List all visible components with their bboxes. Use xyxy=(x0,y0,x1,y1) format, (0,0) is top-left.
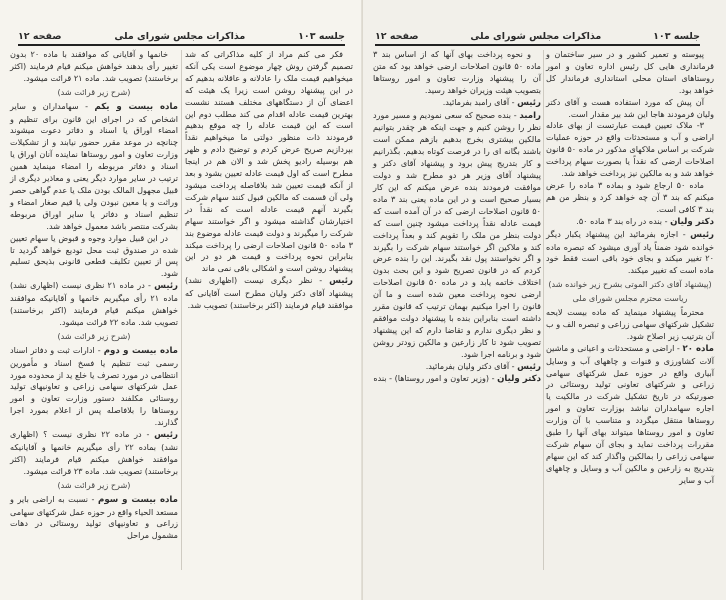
paragraph-text: - نسبت به اراضی بایر و مستعد الحیاء واقع در حوزه عمل شرکتهای سهامی زراعی و تعاونیهای تولید روستائی در دهات مشمول مراحل xyxy=(10,493,178,541)
speaker-paragraph xyxy=(373,361,541,374)
speaker-label: رئیس xyxy=(690,229,715,240)
paragraph: و نحوه پرداخت بهای آنها که از اساس بند ۳ ماده ۵۰ قانون اصلاحات ارضی خواهد بود که متن آن را پیشنهاد وزارت تعاون و امور روستاها بتصویب هیئت وزیران خواهد رسید. xyxy=(373,49,541,95)
speaker-paragraph xyxy=(546,343,714,487)
speaker-label: ماده بیست و دوم xyxy=(103,345,179,356)
paragraph-text: - اجازه بفرمائید این پیشنهاد یکبار دیگر خوانده شود ضمناً یاد آوری میشود که تبصره ماده ۲۰ تغییر میکند و بجای خود باقی است فقط خود ماده است که تغییر میکند. xyxy=(546,228,714,276)
column-divider xyxy=(181,50,182,570)
stage-note: ریاست محترم مجلس شورای ملی xyxy=(572,293,688,304)
paragraph: خانمها و آقایانی که موافقند با ماده ۲۰ بدون تغییر رأی بدهند خواهش میکنم قیام فرمایند (اکثر برخاستند) تصویب شد. ماده ۲۱ قرائت میشود. xyxy=(10,49,178,83)
running-title: مذاکرات مجلس شورای ملی xyxy=(470,31,602,42)
speaker-label: رئیس xyxy=(517,361,541,372)
session-number: جلسه ۱۰۳ xyxy=(298,31,345,42)
paragraph: آن پیش که مورد استفاده هست و آقای دکتر ولیان فرمودند هاجا این شد بیر مقدار است. xyxy=(546,96,714,119)
stage-note: (پیشنهاد آقای دکتر الموتی بشرح زیر خوانده شد) xyxy=(548,279,712,290)
speaker-label: ماده بیست و سوم xyxy=(98,494,178,505)
right-page xyxy=(363,0,726,600)
speaker-paragraph xyxy=(10,429,178,478)
paragraph: در این قبیل موارد وجوه و قبوض یا سهام تعیین شده در صندوق ثبت محل تودیع خواهد گردید تا پس از تعیین تکلیف قطعی قانونی بذیحق تسلیم شود. xyxy=(10,232,178,279)
speaker-label: رئیس xyxy=(517,97,541,108)
page-number: صفحه ۱۲ xyxy=(18,31,62,42)
paragraph-text: - آقای رامبد بفرمائید. xyxy=(442,96,515,107)
column-divider xyxy=(543,50,544,570)
speaker-label: رئیس xyxy=(329,276,353,287)
stage-note: (شرح زیر قرائت شد) xyxy=(57,330,131,341)
paragraph-text: - در ماده ۲۱ نظری نیست (اظهاری نشد) ماده ۲۱ رأی میگیریم خانمها و آقایانیکه موافقند خواهش میکنم قیام فرمایند (اکثر برخاستند) تصویب شد. ماده ۲۲ قرائت میشود. xyxy=(10,280,178,327)
speaker-label: رامبد xyxy=(519,110,541,121)
paragraph: محترماً پیشنهاد مینماید که ماده بیست لایحه تشکیل شرکتهای سهامی زراعی و تبصره الف و ب آن بترتیب زیر اصلاح شود. xyxy=(546,307,714,341)
speaker-paragraph xyxy=(373,110,541,361)
paragraph: ماده ۵۰ ارجاع شود و بماده ۳ ماده را عرض میکنم که بند ۳ آن چه خواهد کرد و بنظر من هم بند ۳ کافی است. xyxy=(546,179,714,214)
speaker-paragraph xyxy=(10,345,178,429)
paragraph-text: - نظر دیگری نیست (اظهاری نشد) پیشنهاد آقای دکتر ولیان مطرح است آقایانی که موافقند قیام فرمایند (اکثر برخاستند) تصویب شد. xyxy=(185,275,353,311)
speaker-paragraph xyxy=(185,275,353,312)
stage-note: (شرح زیر قرائت شد) xyxy=(57,479,131,490)
speaker-label: رئیس xyxy=(154,430,178,441)
speaker-label: ماده بیست و یکم xyxy=(94,101,179,112)
speaker-paragraph xyxy=(10,280,178,329)
page-header xyxy=(18,26,345,46)
speaker-paragraph xyxy=(10,494,178,543)
speaker-paragraph xyxy=(373,97,541,110)
speaker-label: رئیس xyxy=(154,281,179,292)
paragraph-text: - اراضی و مستحدثات و اعیانی و ماشین آلات کشاورزی و قنوات و چاههای آب و وسایل آبیاری واقع در حوزه عمل شرکتهای سهامی زراعی و شرکتهای تعاونی تولید روستائی در صورتیکه در تاریخ تشکیل شرکت در مالکیت یا اجاره سهامداران نباشد بوزارت تعاون و امور روستاها منتقل میگردد و متناسب با آن وزارت تعاون و امور روستاها میتواند بهای آنها را طبق مقررات پرداخت نماید و بجای آن سهام شرکت سهامی زراعی را بمالکین واگذار کند که این سهام بتدریج به زارعین و مالکین آب و وسایل و چاههای آب و سایر xyxy=(546,342,714,485)
text-column-left xyxy=(373,49,541,386)
page-header xyxy=(375,26,700,46)
speaker-label: دکتر ولیان xyxy=(497,374,541,385)
paragraph-text: - بنده در راه بند ۳ ماده ۵۰. xyxy=(576,215,668,226)
speaker-label: ماده ۲۰ xyxy=(682,343,715,354)
speaker-label: دکتر ولیان xyxy=(670,216,714,227)
text-column-left xyxy=(10,49,178,542)
paragraph-text: - در ماده ۲۲ نظری نیست ؟ (اظهاری نشد) بماده ۲۲ رأی میگیریم خانمها و آقایانیکه موافقند خواهش میکنم قیام فرمایند (اکثر برخاستند) تصویب شد. ماده ۲۳ قرائت میشود. xyxy=(10,429,178,476)
stage-note: (شرح زیر قرائت شد) xyxy=(57,86,131,97)
session-number: جلسه ۱۰۳ xyxy=(653,31,700,42)
paragraph-text: - بنده صحیح که سعی نمودیم و مسیر مورد نظر را روشن کنیم و جهت اینکه هر چقدر بتوانیم مالکین بیشتری بخرج بدهیم بازهم ممکن است باشند بگانه ای را در فرصت کوتاه بدهیم. بگذرانیم و کار بتدریج پیش برود و پیشنهاد آقای دکتر و پیشنهاد آقای وزیر هر دو مطرح شد و دولت موافقت فرمودند بنده عرض میکنم که این کار بسیار صحیح است و در این ماده یعنی بند ۳ ماده ۵۰ قانون اصلاحات ارضی که در آن آمده است که قیمت عادله نقداً پرداخت میشود چنین است که دولت بنظر من ملک را تقویم کند و بعداً پرداخت کند و ملاکین اگر خواستند سهام شرکت را بگیرند و اگر نخواستند پول نقد بگیرند. این را بنده عرض کردم که در قانون تصریح شود و این بحث بدون اختلاف خاتمه یابد و در ماده ۵۰ قانون اصلاحات ارضی نحوه پرداخت معین شده است و ما آن قانون را اجرا میکنیم بهمان ترتیب که قانون مقرر داشته است بنابراین بنده با پیشنهاد دولت موافقم و نظر دیگری ندارم و تقاضا دارم که این پیشنهاد تصویب شود تا کار زارعین و مالکین زودتر روشن شود و برنامه اجرا شود. xyxy=(373,109,541,359)
speaker-paragraph xyxy=(10,101,178,233)
paragraph: پیوسته و تعمیر کشور و در سیر ساختمان و قرمانداری هایی کل رئیس اداره تعاون و امور روستاهای استان محلی استانداری فرماندار کل خواهد بود. xyxy=(546,49,714,95)
speaker-paragraph xyxy=(546,216,714,229)
text-column-right xyxy=(185,49,353,312)
paragraph: فکر می کنم مراد از کلیه مذاکراتی که شد تصمیم گرفتن روش چهار موضوع است یکی آنکه میخواهیم قیمت ملک را عادلانه و عاقلانه بدهیم که در این پیشنهاد روشن است زیرا یک هیئت که اعضای آن از دستگاههای مختلف هستند نشست بهترین قیمت عادله اقدام می کند مطلب دوم این است که این قیمت عادله را چه موقع بدهیم فرمودند ذات منظور دولتی ما میخواهیم نقداً بپردازیم صریح عرض کردم و توضیح دادم و ظهر هم بوسیله رادیو پخش شد و الان هم در اینجا مطرح است که اول قیمت عادله تعیین بشود و بعد از آنکه قیمت تعیین شد بلافاصله پرداخت میشود ولی آن قسمت که مالکین قبول کنند سهام شرکت بگیرند آنهم قیمت عادله است که نقداً در اختیارشان گذاشته میشود و اگر خواستند سهام شرکت را میگیرند و دولت قیمت عادله موضوع بند ۳ ماده ۵۰ قانون اصلاحات ارضی را پرداخت میکند بنابراین نحوه پرداخت و قیمت هر دو در این پیشنهاد روشن است و اشکالی باقی نمی ماند xyxy=(185,49,353,274)
page-number: صفحه ۱۲ xyxy=(375,31,419,42)
speaker-paragraph xyxy=(546,229,714,278)
paragraph: ۳- ملاک تعیین قیمت عبارتست از بهای عادله اراضی و آب و مستحدثات واقع در حوزه عملیات شرکت بر اساس ملاکهای مذکور در ماده ۵۰ قانون اصلاحات ارضی که نقداً یا بصورت سهام پرداخت خواهد شد و به مالکین نیز پرداخت خواهد شد. xyxy=(546,120,714,179)
text-column-right xyxy=(546,49,714,487)
paragraph-text: - سهامداران و سایر اشخاص که در اجرای این قانون برای تنظیم و امضاء اوراق یا اسناد و دفاتر دعوت میشوند چنانچه در موعد مقرر حضور نیابند و از تشکیلات وزارت تعاون و امور روستاها نماینده آنان اوراق یا اسناد و دفاتر مربوطه را امضاء مینماید همین ترتیب در سایر موارد دیگر یعنی و معاذیر دیگری از قبیل مجهول المالک بودن ملک یا عدم گواهی حصر وراثت و یا معین نبودن ولی یا قیم صغار امضاء و تنظیم اسناد و دفاتر یا سایر اوراق مربوطه بشرکت منتصر باشد معمول خواهد شد. xyxy=(10,100,178,231)
paragraph-text: - ادارات ثبت و دفاتر اسناد رسمی ثبت تنظیم یا فسخ اسناد و مأمورین انتظامی در مورد تصرف یا خلع ید از محدوده مورد عمل شرکتهای سهامی زراعی و تعاونیهای تولید روستائی مکلفند دستور وزارت تعاون و امور روستاها را بلافاصله پس از اعلام بمورد اجرا گذارند. xyxy=(10,344,178,428)
paragraph-text: - (وزیر تعاون و امور روستاها) - بنده xyxy=(373,373,495,384)
paragraph-text: - آقای دکتر ولیان بفرمائید. xyxy=(425,360,515,371)
running-title: مذاکرات مجلس شورای ملی xyxy=(114,31,246,42)
speaker-paragraph xyxy=(373,373,541,386)
